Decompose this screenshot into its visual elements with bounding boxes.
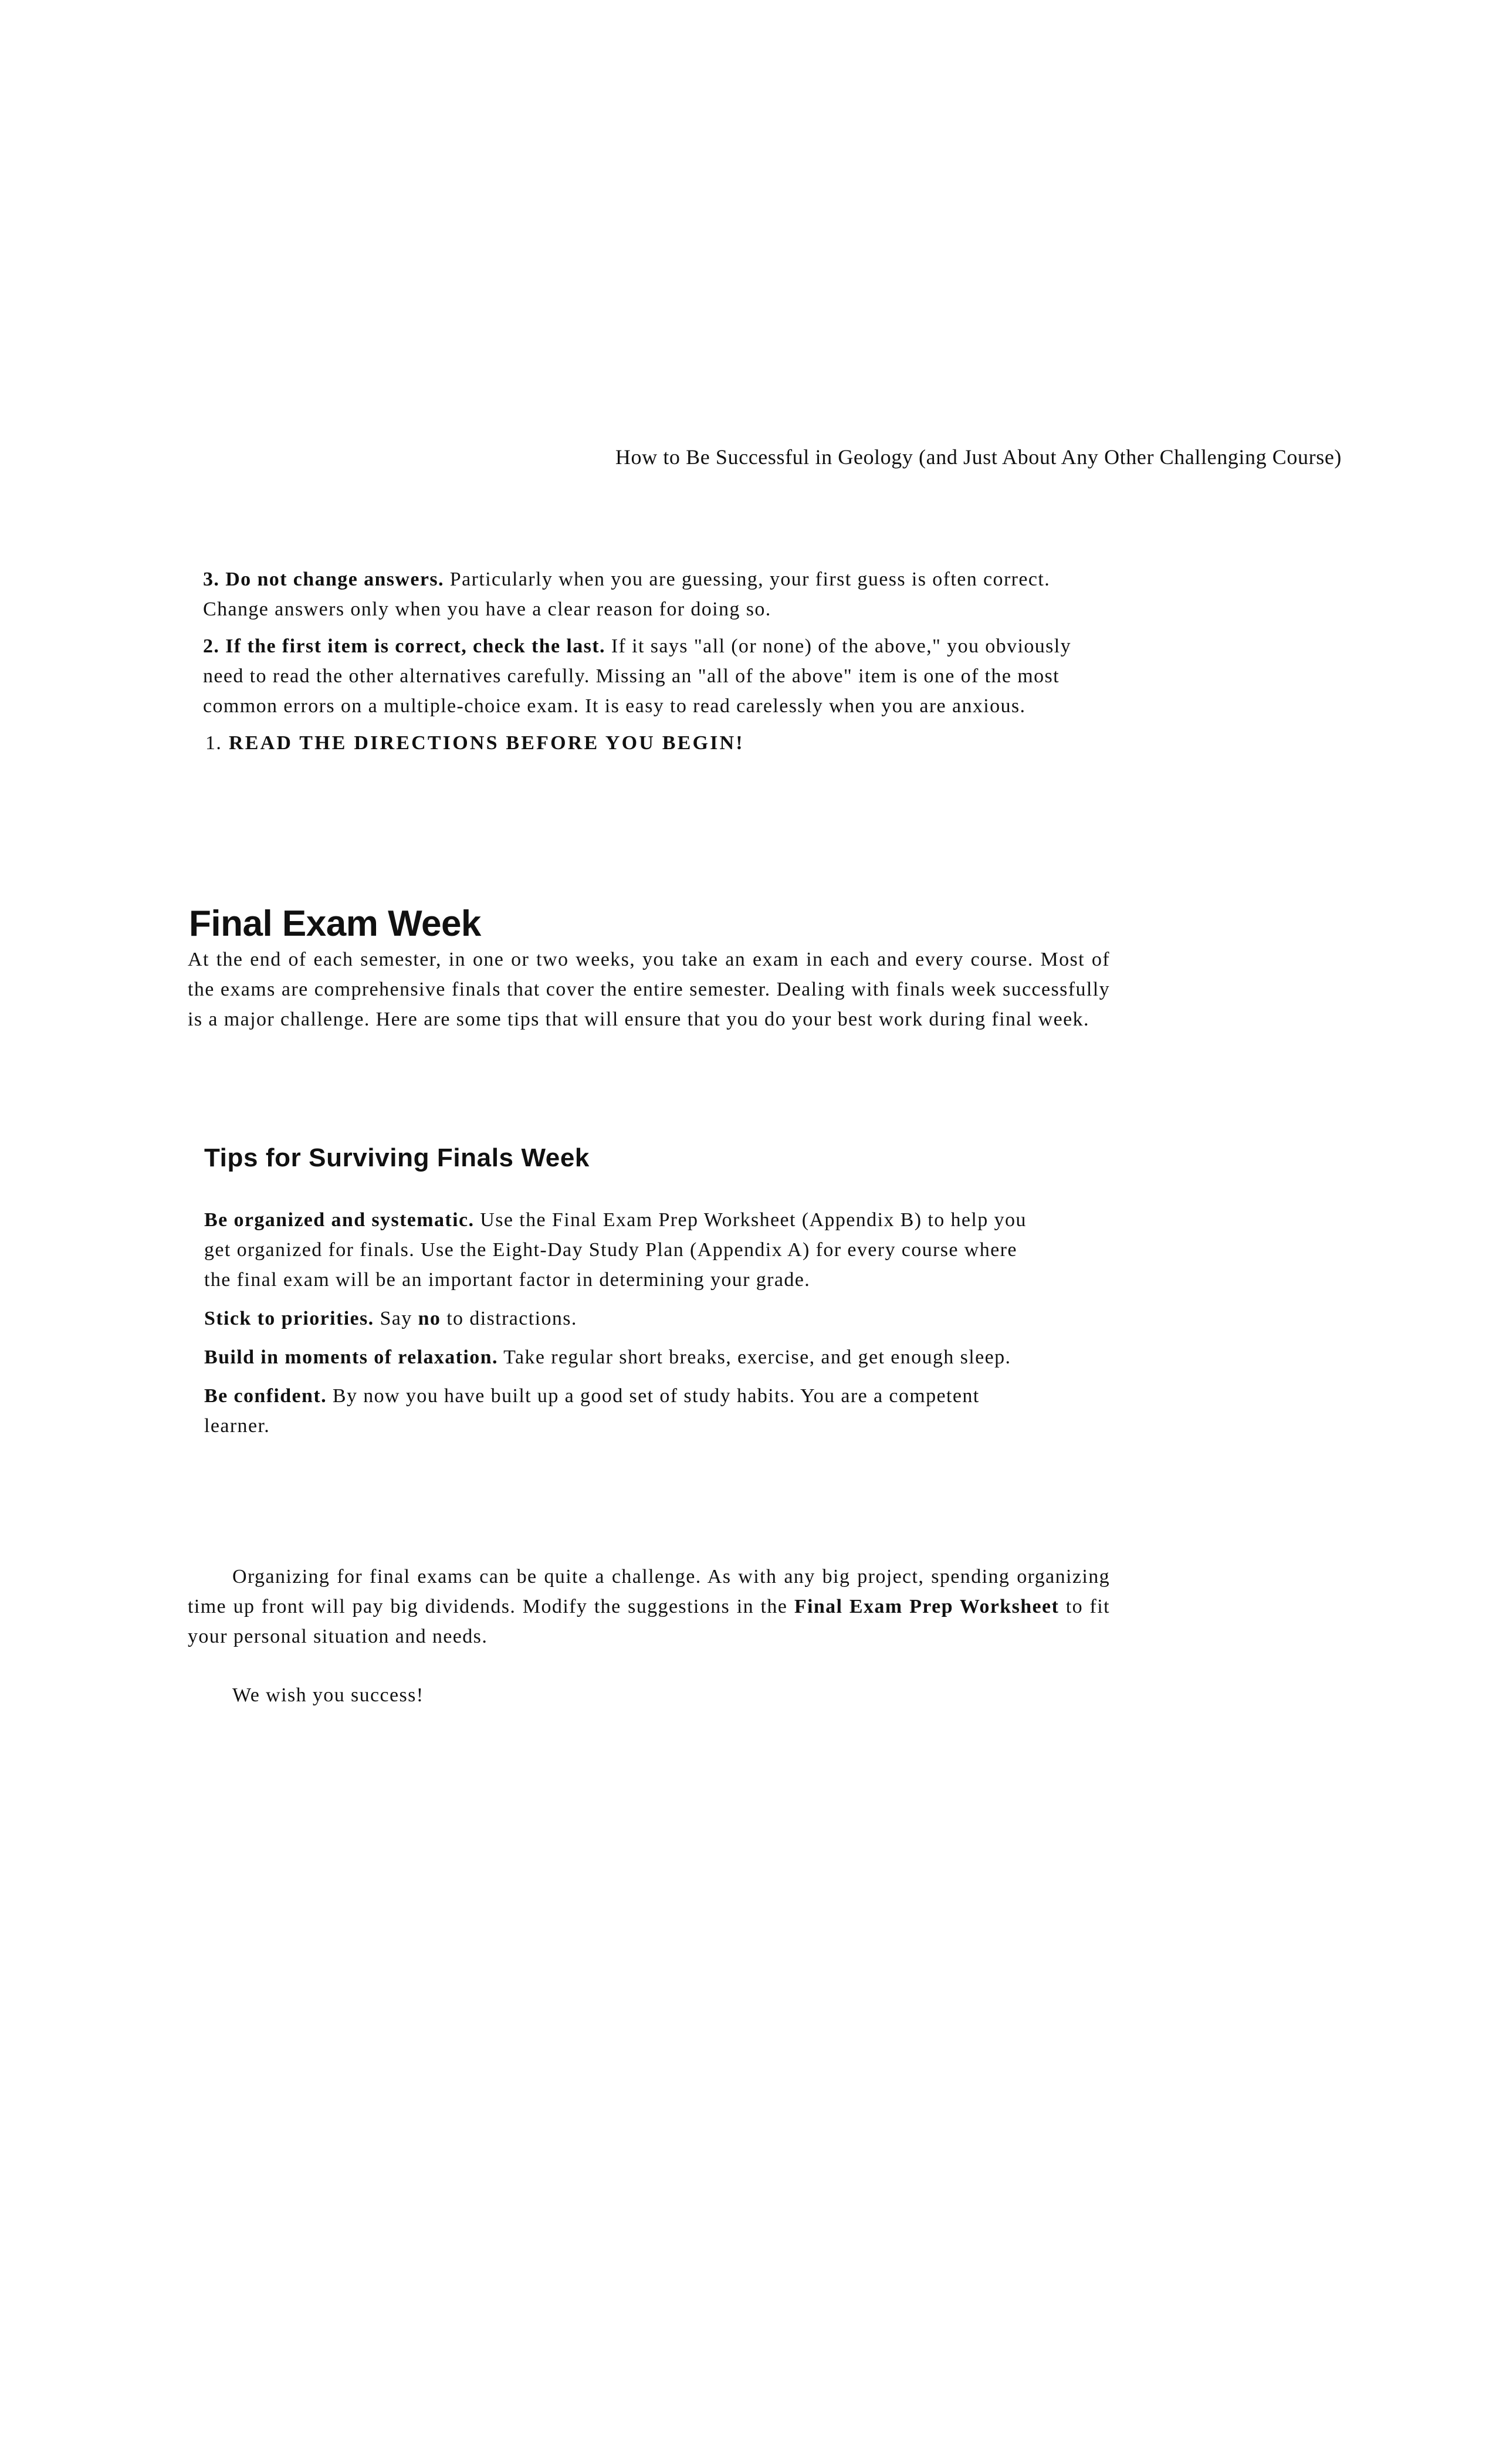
- survival-tip-relaxation-lead: Build in moments of relaxation.: [204, 1346, 498, 1368]
- survival-tip-priorities-emphasis: no: [418, 1308, 441, 1329]
- exam-tip-3-lead: 3. Do not change answers.: [203, 568, 444, 590]
- survival-tip-organized: [204, 1205, 1037, 1295]
- survival-tip-confident: [204, 1381, 1037, 1441]
- survival-tip-relaxation-text: Take regular short breaks, exercise, and get enough sleep.: [497, 1346, 1011, 1368]
- running-header: How to Be Successful in Geology (and Just About Any Other Challenging Course): [615, 445, 1342, 469]
- survival-tip-confident-lead: Be confident.: [204, 1385, 327, 1407]
- survival-tip-organized-text: Use the Final Exam Prep Worksheet (Appendix B) to help you get organized for finals. Use the Eight-Day Study Plan (Appendix A) for every course where the final exam will be an important factor in determining your grade.: [204, 1209, 1027, 1291]
- closing-text-after: to fit your personal situation and needs.: [188, 1596, 1110, 1647]
- survival-tip-relaxation: [204, 1342, 1072, 1372]
- survival-tip-priorities-lead: Stick to priorities.: [204, 1308, 374, 1329]
- closing-text-before: Organizing for final exams can be quite a challenge. As with any big project, spending organizing time up front will pay big dividends. Modify the suggestions in the: [188, 1566, 1110, 1617]
- survival-tip-priorities-text-after: to distractions.: [441, 1308, 577, 1329]
- exam-tip-2-lead: 2. If the first item is correct, check the last.: [203, 635, 605, 657]
- exam-tip-1-lead: 1.: [205, 732, 222, 754]
- section-title: Final Exam Week: [189, 903, 481, 944]
- tips-box-title: Tips for Surviving Finals Week: [204, 1143, 590, 1172]
- survival-tip-priorities-text-before: Say: [374, 1308, 418, 1329]
- survival-tips-list: [204, 1205, 1084, 1450]
- intro-paragraph: At the end of each semester, in one or two weeks, you take an exam in each and every course. Most of the exams are comprehensive finals that cover the entire semester. Dealing with finals week successfully is a major challenge. Here are some tips that will ensure that you do your best work during final week.: [188, 949, 1110, 1030]
- closing-paragraph: [188, 1562, 1110, 1651]
- survival-tip-priorities: [204, 1304, 1084, 1333]
- exam-tip-2: [203, 631, 1083, 721]
- worksheet-name: Final Exam Prep Worksheet: [794, 1596, 1060, 1617]
- survival-tip-confident-text: By now you have built up a good set of study habits. You are a competent learner.: [204, 1385, 980, 1437]
- exam-tip-1-text: READ THE DIRECTIONS BEFORE YOU BEGIN!: [222, 732, 744, 754]
- survival-tip-organized-lead: Be organized and systematic.: [204, 1209, 475, 1231]
- exam-tip-1: [205, 728, 1101, 758]
- sign-off: We wish you success!: [232, 1684, 424, 1706]
- exam-tip-2-text: If it says "all (or none) of the above," you obviously need to read the other alternatives carefully. Missing an "all of the above" item is one of the most common errors on a multiple-choice exam. It is easy to read carelessly when you are anxious.: [203, 635, 1071, 717]
- exam-tips-list: [203, 564, 1101, 765]
- exam-tip-3-text: Particularly when you are guessing, your first guess is often correct. Change answers only when you have a clear reason for doing so.: [203, 568, 1051, 620]
- exam-tip-3: [203, 564, 1083, 624]
